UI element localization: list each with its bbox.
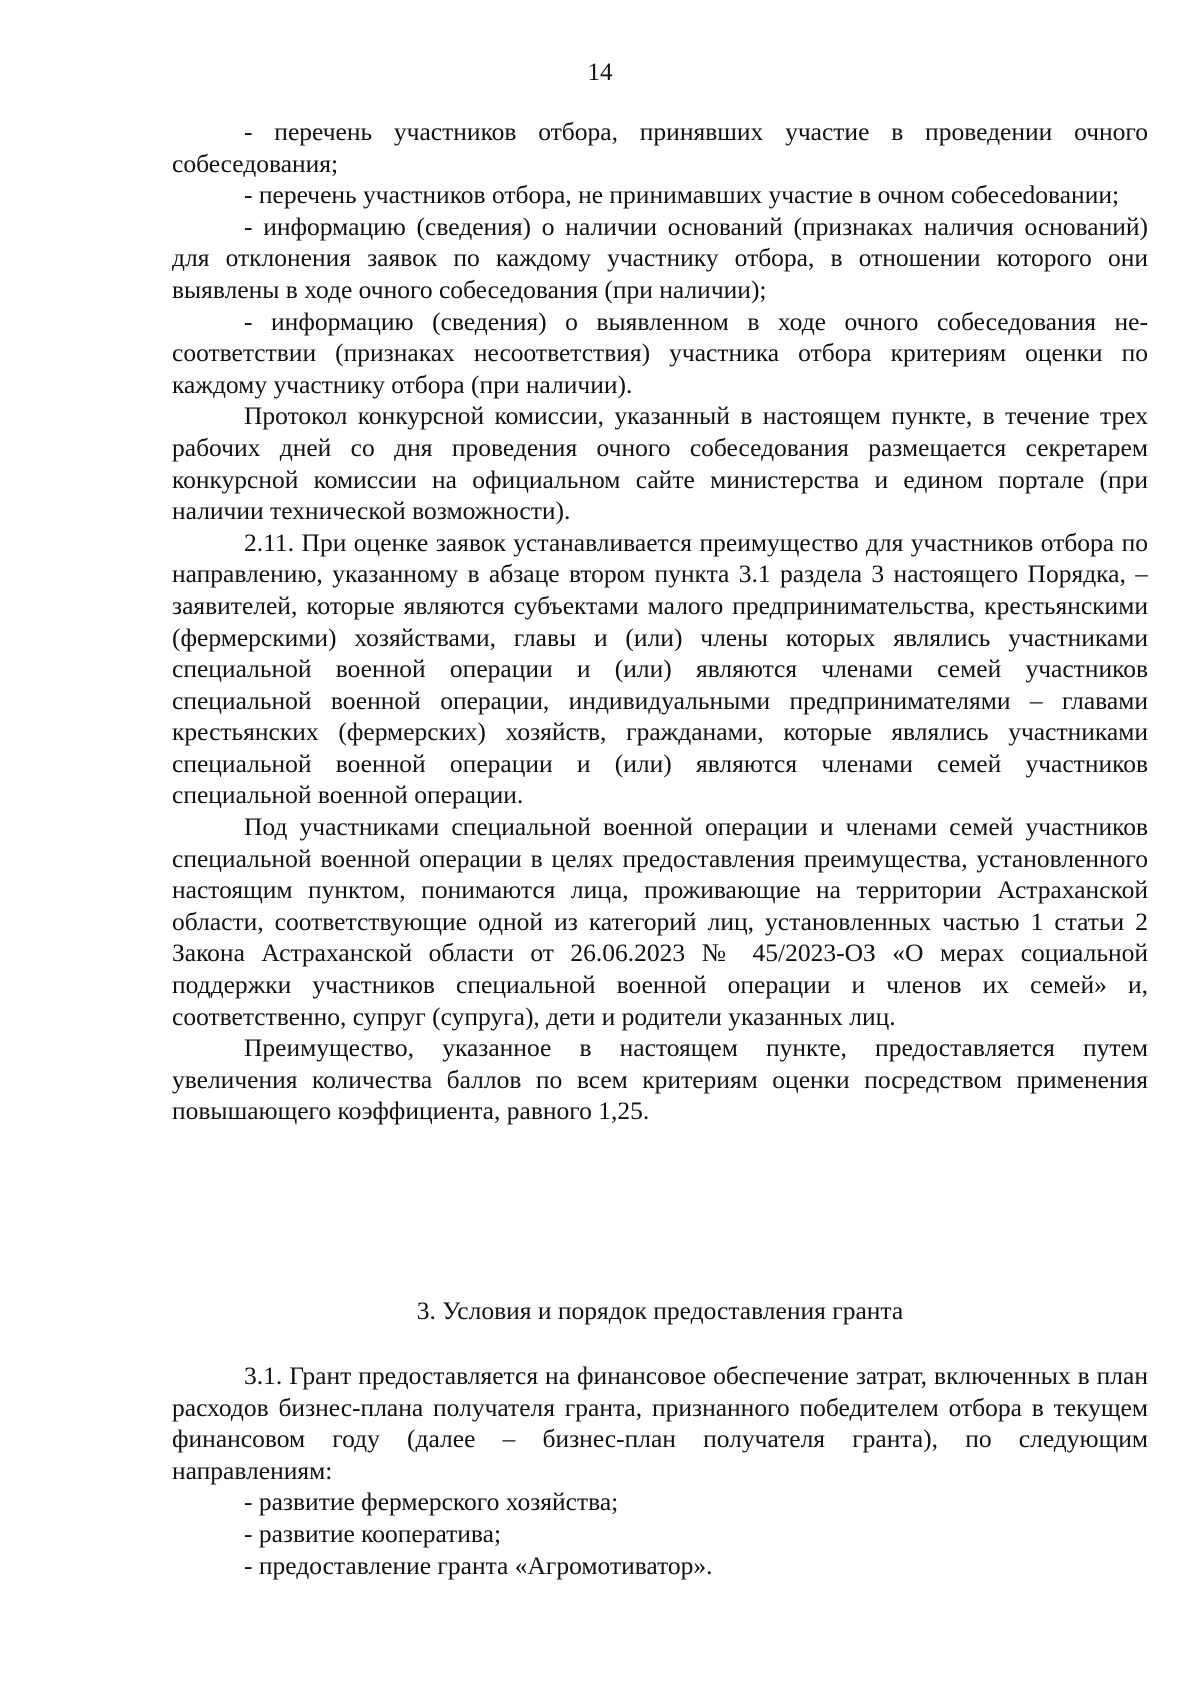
section-text bbox=[172, 1360, 1148, 1581]
paragraph-criteria-mismatch: - информацию (сведения) о выявленном в ходе очного собеседования несоответствии (признаках несоответствия) участника отбора критериям оценки по каждому участнику отбора (при наличии). bbox=[172, 306, 1148, 399]
list-item-farm-development: - развитие фермерского хозяйства; bbox=[244, 1487, 619, 1517]
paragraph-non-participants-list: - перечень участников отбора, не принимавших участие в очном собесеdовании; bbox=[244, 180, 1120, 210]
list-item-agromotivator-grant: - предоставление гранта «Агромотиватор». bbox=[244, 1550, 713, 1580]
section-heading: 3. Условия и порядок предоставления гранта bbox=[416, 1296, 904, 1325]
paragraph-coefficient: Преимущество, указанное в настоящем пункте, предоставляется путем увеличения количества баллов по всем критериям оценки посредством применения повышающего коэффициента, равного 1,25. bbox=[172, 1033, 1148, 1126]
page-number: 14 bbox=[587, 59, 613, 86]
paragraph-protocol-publication: Протокол конкурсной комиссии, указанный в настоящем пункте, в течение трех рабочих дней со дня проведения очного собеседования размещается секретарем конкурсной комиссии на официальном сайте министерства и едином портале (при наличии технической возможности). bbox=[172, 401, 1148, 526]
paragraph-2-11-preference: 2.11. При оценке заявок устанавливается преимущество для участников отбора по направлению, указанному в абзаце втором пункта 3.1 раздела 3 настоящего Порядка, – заявителей, которые являются субъектами малого предпринимательства, крестьянскими (фермерскими) хозяйствами, главы и (или) члены которых являлись участниками специальной военной операции и (или) являются членами семей участников специальной военной операции, индивидуальными предпринимателями – главами крестьянских (фермерских) хозяйств, гражданами, которые являлись участниками специальной военной операции и (или) являются членами семей участников специальной военной операции. bbox=[172, 527, 1148, 810]
paragraph-svo-participants-definition: Под участниками специальной военной операции и членами семей участников специальной военной операции в целях предоставления преимущества, установленного настоящим пунктом, понимаются лица, проживающие на территории Астраханской области, соответствующие одной из категорий лиц, установленных частью 1 статьи 2 Закона Астраханской области от 26.06.2023 № 45/2023-ОЗ «О мерах социальной поддержки участников специальной военной операции и членов их семей» и, соответственно, супруг (супруга), дети и родители указанных лиц. bbox=[172, 812, 1148, 1031]
paragraph-participants-list: - перечень участников отбора, принявших участие в проведении очного собеседования; bbox=[172, 117, 1148, 178]
body-text bbox=[172, 116, 1148, 1127]
paragraph-3-1-grant: 3.1. Грант предоставляется на финансовое обеспечение затрат, включенных в план расходов бизнес-плана получателя гранта, признанного победителем отбора в текущем финансовом году (далее – бизнес-план получателя гранта), по следующим направлениям: bbox=[172, 1361, 1148, 1485]
paragraph-rejection-grounds: - информацию (сведения) о наличии оснований (признаках наличия оснований) для отклонения заявок по каждому участнику отбора, в отношении которого они выявлены в ходе очного собеседования (при наличии); bbox=[172, 211, 1148, 304]
list-item-cooperative-development: - развитие кооператива; bbox=[244, 1518, 502, 1548]
